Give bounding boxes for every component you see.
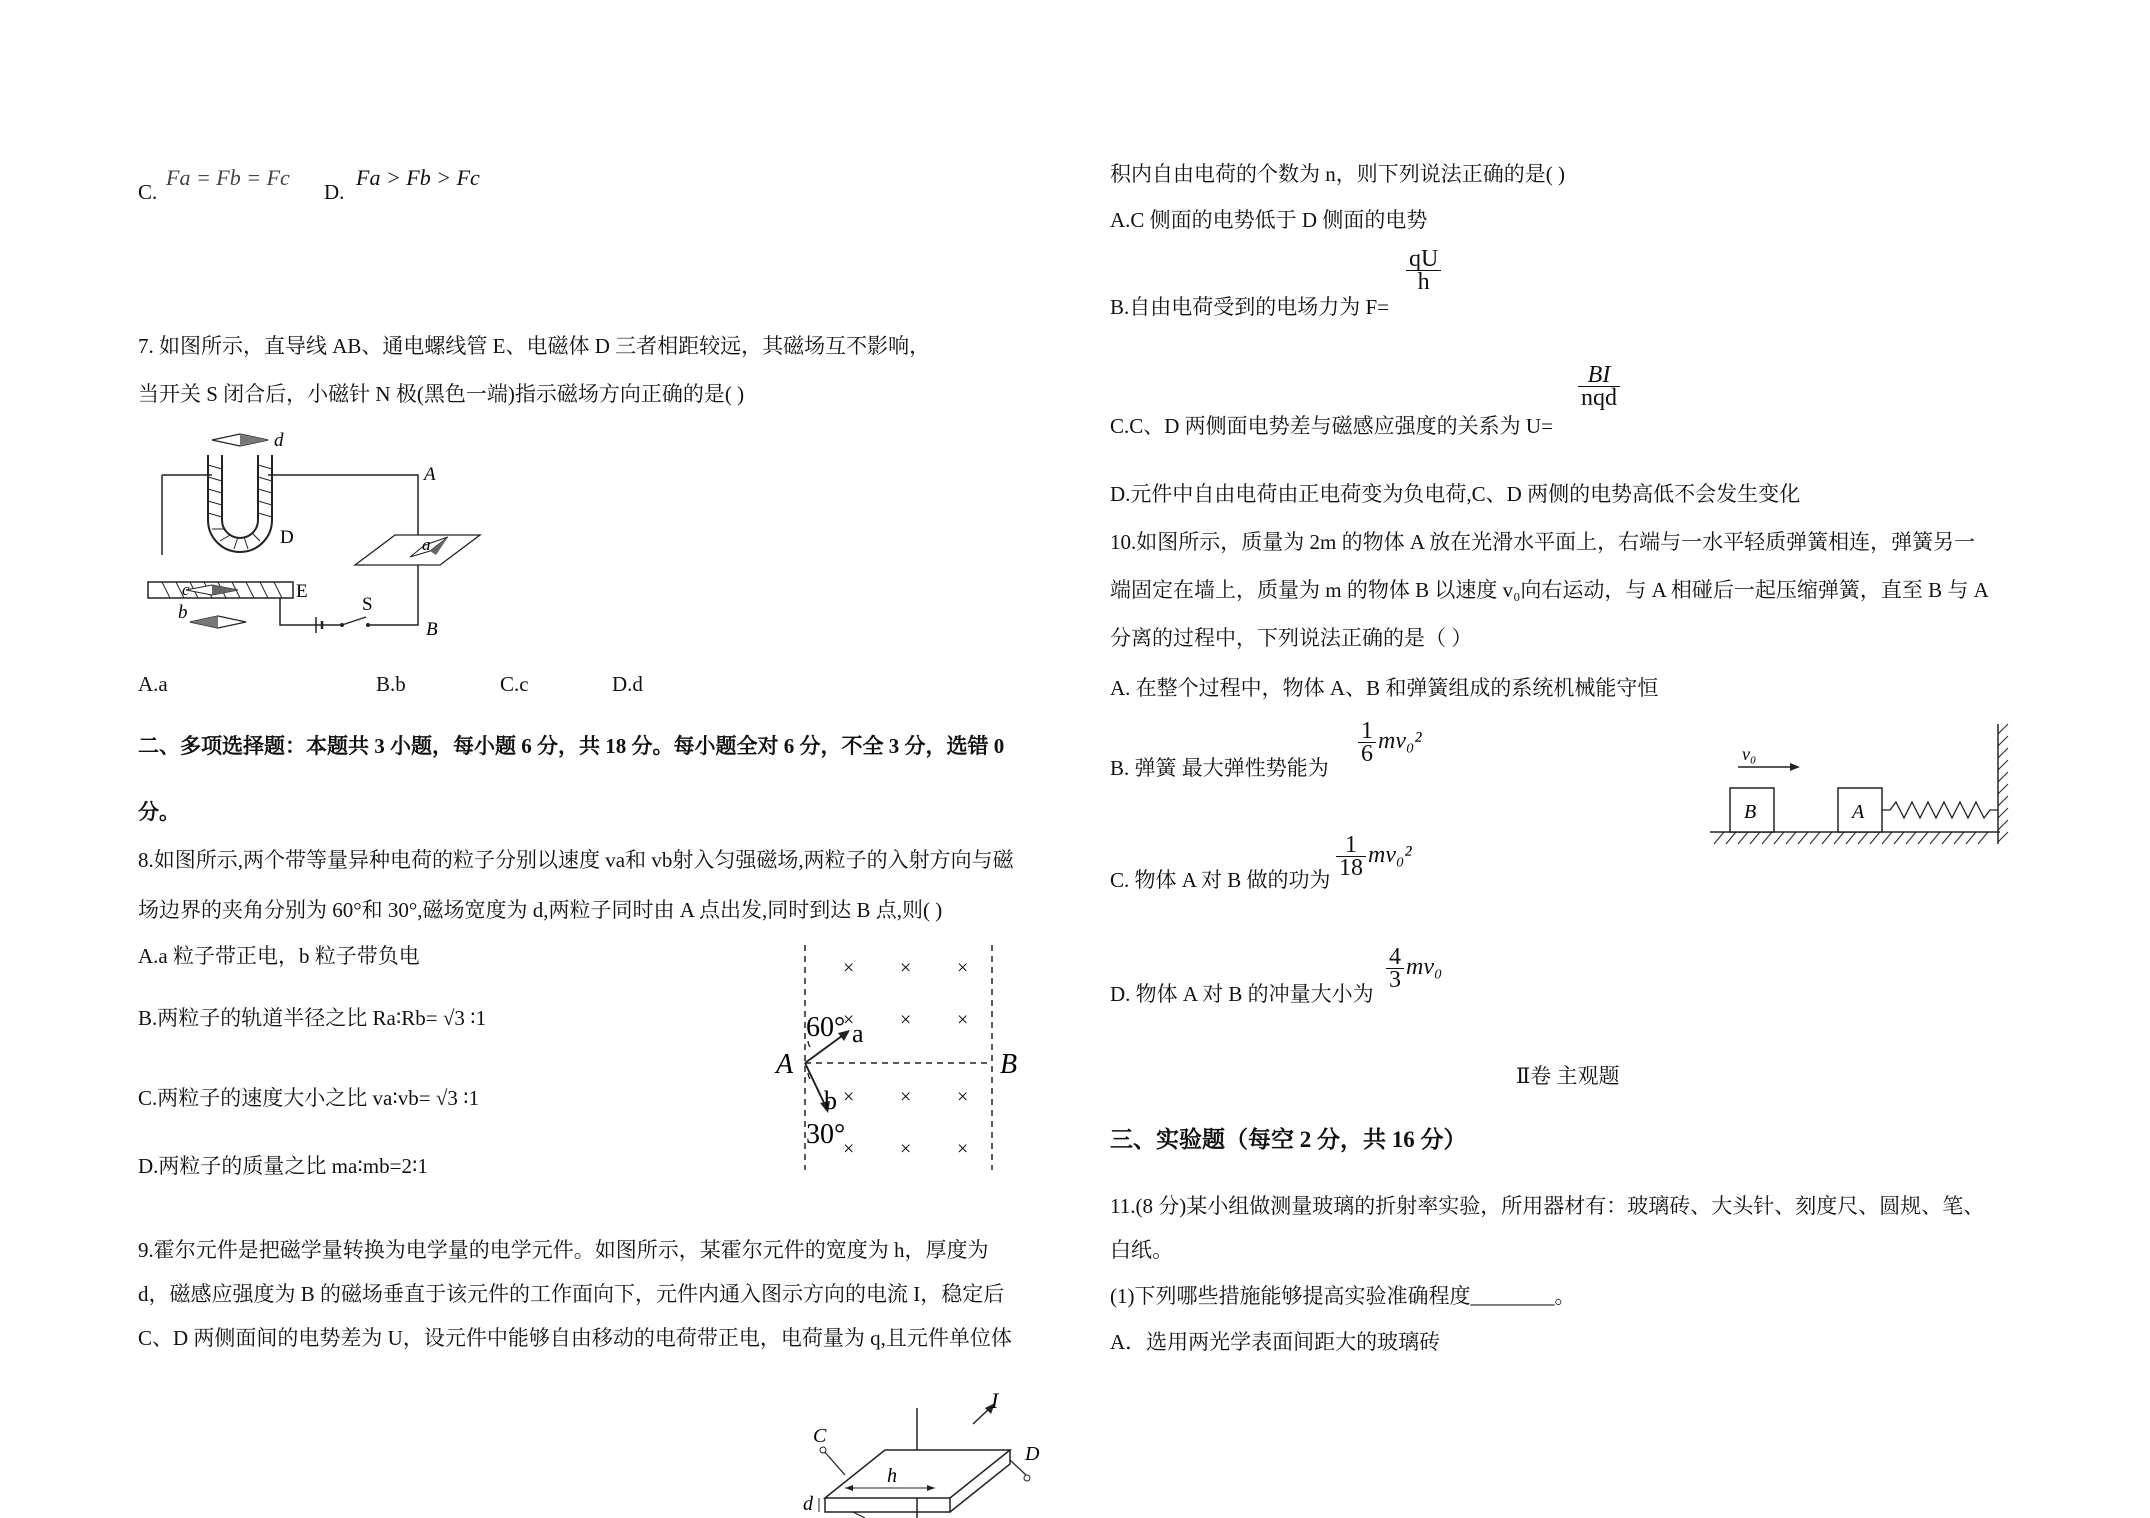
- q10-option-c: C. 物体 A 对 B 做的功为: [1110, 868, 1331, 892]
- q9-text-line2: d，磁感应强度为 B 的磁场垂直于该元件的工作面向下，元件内通入图示方向的电流 I，稳定后: [138, 1282, 1005, 1306]
- q8-option-b: B.两粒子的轨道半径之比 Ra∶Rb= √3 ∶1: [138, 1006, 487, 1030]
- q7-option-d: D.d: [612, 672, 643, 696]
- q7-text-line1: 7. 如图所示，直导线 AB、通电螺线管 E、电磁体 D 三者相距较远，其磁场互不影响，: [138, 334, 931, 358]
- svg-text:×: ×: [843, 957, 855, 979]
- part2-title: Ⅱ卷 主观题: [1516, 1064, 1620, 1088]
- q7-label-A: A: [424, 464, 436, 485]
- q10-text-line2: 端固定在墙上，质量为 m 的物体 B 以速度 v₀向右运动，与 A 相碰后一起压缩弹簧，直至 B 与 A: [1110, 578, 1989, 602]
- q10-option-b: B. 弹簧 最大弹性势能为: [1110, 756, 1329, 780]
- q9-option-b: B.自由电荷受到的电场力为 F=: [1110, 295, 1390, 319]
- section3-heading: 三、实验题（每空 2 分，共 16 分）: [1110, 1127, 1467, 1152]
- q8-label-A: A: [776, 1049, 794, 1080]
- section2-heading-line2: 分。: [138, 800, 180, 824]
- q9-continued: 积内自由电荷的个数为 n，则下列说法正确的是( ): [1110, 162, 1565, 186]
- svg-text:×: ×: [843, 1138, 855, 1160]
- q8-label-B: B: [1000, 1049, 1018, 1080]
- q9-text-line1: 9.霍尔元件是把磁学量转换为电学量的电学元件。如图所示，某霍尔元件的宽度为 h，厚度为: [138, 1238, 989, 1262]
- q8-field-crosses: [843, 957, 968, 1160]
- svg-text:×: ×: [900, 1086, 912, 1108]
- option-c-label: C.: [138, 180, 158, 204]
- q7-text-line2: 当开关 S 闭合后，小磁针 N 极(黑色一端)指示磁场方向正确的是( ): [138, 382, 745, 406]
- q7-option-c: C.c: [500, 672, 529, 696]
- q9-option-d: D.元件中自由电荷由正电荷变为负电荷,C、D 两侧的电势高低不会发生变化: [1110, 482, 1801, 506]
- svg-text:×: ×: [900, 957, 912, 979]
- q9-option-c-fraction: $\frac{BI}{\text{nqd}}$: [1576, 364, 1622, 409]
- q7-label-a: a: [422, 535, 431, 554]
- q10-option-d: D. 物体 A 对 B 的冲量大小为: [1110, 982, 1374, 1006]
- q7-label-d: d: [274, 430, 284, 451]
- q8-text-line1: 8.如图所示,两个带等量异种电荷的粒子分别以速度 va和 vb射入匀强磁场,两粒子的入射方向与磁: [138, 848, 1014, 872]
- q10-label-v0: v₀: [1742, 744, 1757, 764]
- svg-text:×: ×: [957, 957, 969, 979]
- option-d-formula: Fa > Fb > Fc: [356, 165, 480, 190]
- q11-text-line1: 11.(8 分)某小组做测量玻璃的折射率实验，所用器材有：玻璃砖、大头针、刻度尺、圆规、笔、: [1110, 1194, 1985, 1218]
- option-c-formula: Fa = Fb = Fc: [166, 165, 290, 190]
- section2-heading-line1: 二、多项选择题：本题共 3 小题，每小题 6 分，共 18 分。每小题全对 6 分，不全 3 分，选错 0: [138, 734, 1005, 758]
- q9-label-I: I: [991, 1388, 999, 1413]
- q9-option-c: C.C、D 两侧面电势差与磁感应强度的关系为 U=: [1110, 414, 1553, 438]
- q9-option-b-fraction: $\frac{qU}{h}$: [1404, 248, 1443, 293]
- q7-label-b: b: [178, 602, 188, 623]
- q9-text-line3: C、D 两侧面间的电势差为 U，设元件中能够自由移动的电荷带正电，电荷量为 q,且元件单位体: [138, 1326, 1012, 1350]
- q10-label-B: B: [1744, 801, 1757, 823]
- q10-option-b-formula: $\frac{1}{6}$ mv₀²: [1356, 720, 1422, 765]
- q11-text-line2: 白纸。: [1110, 1238, 1173, 1262]
- q8-option-a: A.a 粒子带正电，b 粒子带负电: [138, 944, 420, 968]
- q7-circuit-figure: [140, 425, 490, 645]
- q8-option-d: D.两粒子的质量之比 ma∶mb=2∶1: [138, 1154, 428, 1178]
- svg-text:×: ×: [843, 1086, 855, 1108]
- q9-label-h: h: [887, 1465, 897, 1487]
- q10-text-line1: 10.如图所示，质量为 2m 的物体 A 放在光滑水平面上，右端与一水平轻质弹簧相连，弹簧另一: [1110, 530, 1976, 554]
- svg-text:×: ×: [900, 1138, 912, 1160]
- q8-field-figure: [770, 945, 1030, 1175]
- q9-option-a: A.C 侧面的电势低于 D 侧面的电势: [1110, 208, 1428, 232]
- svg-text:×: ×: [957, 1138, 969, 1160]
- q9-label-D: D: [1025, 1443, 1040, 1465]
- q10-option-a: A. 在整个过程中，物体 A、B 和弹簧组成的系统机械能守恒: [1110, 676, 1659, 700]
- q8-label-a: a: [852, 1019, 864, 1048]
- q10-option-d-formula: $\frac{4}{3}$ mv₀: [1384, 946, 1442, 991]
- q8-angle-60: 60°: [806, 1012, 846, 1043]
- q7-label-c: c: [182, 580, 190, 599]
- q9-label-C: C: [813, 1425, 827, 1447]
- q7-label-S: S: [362, 594, 373, 615]
- q8-option-c: C.两粒子的速度大小之比 va∶vb= √3 ∶1: [138, 1086, 480, 1110]
- q11-subquestion-1: (1)下列哪些措施能够提高实验准确程度________。: [1110, 1284, 1576, 1308]
- q7-label-B: B: [426, 619, 438, 640]
- q7-option-b: B.b: [376, 672, 406, 696]
- q10-option-c-formula: $\frac{1}{18}$ mv₀²: [1334, 834, 1412, 879]
- q10-label-A: A: [1852, 801, 1865, 823]
- option-d-label: D.: [324, 180, 345, 204]
- svg-text:×: ×: [843, 1009, 855, 1031]
- q7-option-a: A.a: [138, 672, 168, 696]
- q10-spring-figure: [1710, 720, 2010, 850]
- svg-text:×: ×: [957, 1009, 969, 1031]
- q10-text-line3: 分离的过程中，下列说法正确的是（ ）: [1110, 626, 1473, 650]
- q9-label-d: d: [803, 1493, 813, 1515]
- q7-label-E: E: [296, 581, 308, 602]
- q7-label-D: D: [280, 527, 294, 548]
- svg-text:×: ×: [900, 1009, 912, 1031]
- q8-text-line2: 场边界的夹角分别为 60°和 30°,磁场宽度为 d,两粒子同时由 A 点出发,同时到达 B 点,则( ): [138, 898, 943, 922]
- q8-angle-30: 30°: [806, 1119, 846, 1150]
- q8-label-b: b: [824, 1086, 837, 1115]
- svg-text:×: ×: [957, 1086, 969, 1108]
- q9-hall-element-figure: [805, 1390, 1055, 1518]
- q11-option-a: A．选用两光学表面间距大的玻璃砖: [1110, 1330, 1441, 1354]
